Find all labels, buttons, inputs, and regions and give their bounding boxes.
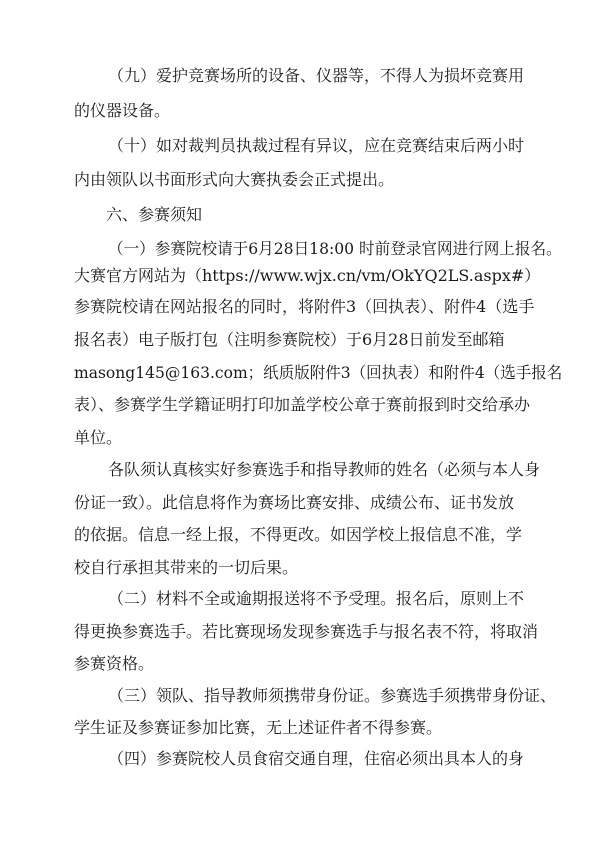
para-line: （四）参赛院校人员食宿交通自理，住宿必须出具本人的身 bbox=[108, 749, 525, 768]
para-line: （二）材料不全或逾期报送将不予受理。报名后，原则上不 bbox=[108, 589, 525, 608]
para-line: 各队须认真核实好参赛选手和指导教师的姓名（必须与本人身 bbox=[108, 460, 541, 479]
para-line: 学生证及参赛证参加比赛，无上述证件者不得参赛。 bbox=[74, 718, 443, 737]
para-line: 内由领队以书面形式向大赛执委会正式提出。 bbox=[74, 170, 395, 189]
para-line: 报名表）电子版打包（注明参赛院校）于6月28日前发至邮箱 bbox=[74, 330, 505, 349]
para-line: 参赛资格。 bbox=[74, 654, 155, 673]
para-line: （一）参赛院校请于6月28日18:00 时前登录官网进行网上报名。 bbox=[108, 239, 562, 258]
para-line: （九）爱护竞赛场所的设备、仪器等，不得人为损坏竞赛用 bbox=[108, 66, 525, 85]
section-heading: 六、参赛须知 bbox=[106, 205, 203, 224]
para-line: 校自行承担其带来的一切后果。 bbox=[74, 558, 299, 577]
para-line: 的依据。信息一经上报，不得更改。如因学校上报信息不准，学 bbox=[74, 525, 523, 544]
para-line: 得更换参赛选手。若比赛现场发现参赛选手与报名表不符，将取消 bbox=[74, 622, 539, 641]
website-line: 大赛官方网站为（https://www.wjx.cn/vm/OkYQ2LS.aspx#） bbox=[74, 266, 541, 285]
para-line: （十）如对裁判员执裁过程有异议，应在竞赛结束后两小时 bbox=[108, 136, 525, 155]
para-line: 份证一致）。此信息将作为赛场比赛安排、成绩公布、证书发放 bbox=[74, 493, 515, 512]
email-line: masong145@163.com；纸质版附件3（回执表）和附件4（选手报名 bbox=[74, 363, 563, 382]
para-line: （三）领队、指导教师须携带身份证。参赛选手须携带身份证、 bbox=[108, 686, 557, 705]
para-line: 表）、参赛学生学籍证明打印加盖学校公章于赛前报到时交给承办 bbox=[74, 395, 531, 414]
para-line: 单位。 bbox=[74, 428, 123, 447]
para-line: 参赛院校请在网站报名的同时，将附件3（回执表）、附件4（选手 bbox=[74, 297, 535, 316]
para-line: 的仪器设备。 bbox=[74, 101, 171, 120]
